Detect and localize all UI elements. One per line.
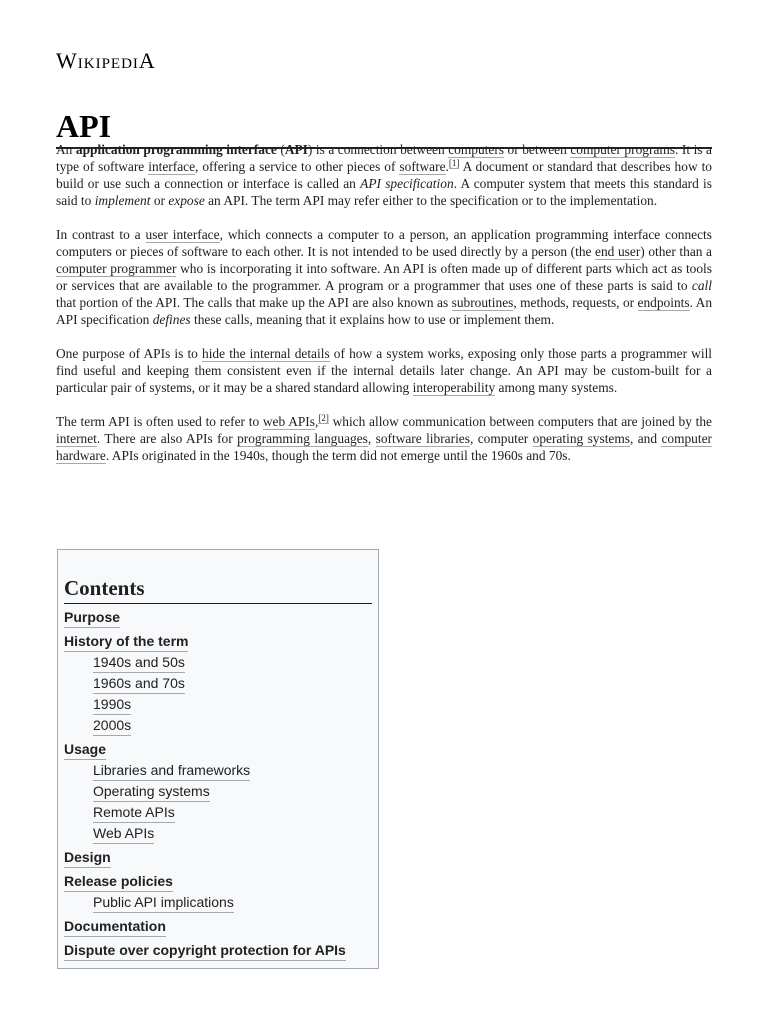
toc-link-1960s[interactable]: 1960s and 70s <box>93 674 185 694</box>
link-computer-hardware[interactable]: computer hardware <box>56 431 713 463</box>
link-user-interface[interactable]: user interface <box>145 227 220 242</box>
link-hide-internal-details[interactable]: hide the internal details <box>202 346 330 361</box>
link-end-user[interactable]: end user <box>595 244 641 259</box>
toc-sublist <box>64 892 372 913</box>
toc-title: Contents <box>64 574 372 604</box>
toc-link-operating-systems[interactable]: Operating systems <box>93 782 210 802</box>
link-interoperability[interactable]: interoperability <box>412 380 496 395</box>
toc-link-1990s[interactable]: 1990s <box>93 695 131 715</box>
paragraph-intro: An application programming interface (API) is a connection between computers or between computer programs. It is a type of software interface, offering a service to other pieces of software.[1] A document or standard that describes how to build or use such a connection or interface is called an API specification. A computer system that meets this standard is said to implement or expose an API. The term API may refer either to the specification or to the implementation. <box>56 142 712 208</box>
toc-link-release-policies[interactable]: Release policies <box>64 872 173 892</box>
toc-link-copyright-dispute[interactable]: Dispute over copyright protection for APIs <box>64 941 346 961</box>
page-title: API <box>56 107 712 149</box>
link-computers[interactable]: computers <box>448 142 504 157</box>
link-computer-programmer[interactable]: computer programmer <box>56 261 177 276</box>
toc-link-documentation[interactable]: Documentation <box>64 917 166 937</box>
link-programming-languages[interactable]: programming languages <box>237 431 368 446</box>
toc-link-design[interactable]: Design <box>64 848 111 868</box>
toc-item <box>64 872 372 913</box>
toc-link-2000s[interactable]: 2000s <box>93 716 131 736</box>
toc-list <box>64 608 372 961</box>
toc-item <box>64 632 372 736</box>
link-web-apis[interactable]: web APIs <box>262 414 315 429</box>
link-software[interactable]: software <box>399 159 446 174</box>
link-internet[interactable]: internet <box>56 431 97 446</box>
wordmark-middle: ikipedi <box>77 48 139 73</box>
toc-link-remote-apis[interactable]: Remote APIs <box>93 803 175 823</box>
toc-sublist <box>64 652 372 736</box>
link-software-libraries[interactable]: software libraries <box>375 431 470 446</box>
toc-link-purpose[interactable]: Purpose <box>64 608 120 628</box>
toc-item <box>64 917 372 937</box>
toc-item <box>64 848 372 868</box>
wikipedia-wordmark[interactable] <box>56 48 156 74</box>
citation-2[interactable]: [2] <box>318 412 329 423</box>
wordmark-a: A <box>138 48 156 73</box>
paragraph-purpose: One purpose of APIs is to hide the internal details of how a system works, exposing only those parts a programmer will find useful and keeping them consistent even if the internal details later change. An API may be custom-built for a particular pair of systems, or it may be a shared standard allowing interoperability among many systems. <box>56 346 713 395</box>
toc-link-public-api[interactable]: Public API implications <box>93 893 234 913</box>
wordmark-w: W <box>56 48 78 73</box>
toc-link-web-apis[interactable]: Web APIs <box>93 824 154 844</box>
toc-sublist <box>64 760 372 844</box>
link-computer-programs[interactable]: computer programs <box>570 142 676 157</box>
toc-link-usage[interactable]: Usage <box>64 740 106 760</box>
table-of-contents <box>57 549 379 969</box>
link-subroutines[interactable]: subroutines <box>451 295 514 310</box>
link-operating-systems[interactable]: operating systems <box>532 431 630 446</box>
link-interface[interactable]: interface <box>148 159 196 174</box>
toc-item <box>64 941 372 961</box>
toc-item <box>64 740 372 844</box>
citation-1[interactable]: [1] <box>448 157 460 168</box>
paragraph-contrast: In contrast to a user interface, which connects a computer to a person, an application programming interface connects computers or pieces of software to each other. It is not intended to be used directly by a person (the end user) other than a computer programmer who is incorporating it into software. An API is often made up of different parts which act as tools or services that are available to the programmer. A program or a programmer that uses one of these parts is said to call that portion of the API. The calls that make up the API are also known as subroutines, methods, requests, or endpoints. An API specification defines these calls, meaning that it explains how to use or implement them. <box>56 227 713 327</box>
toc-item <box>64 608 372 628</box>
toc-link-history[interactable]: History of the term <box>64 632 188 652</box>
paragraph-web-apis: The term API is often used to refer to web APIs,[2] which allow communication between computers that are joined by the internet. There are also APIs for programming languages, software libraries, computer operating systems, and computer hardware. APIs originated in the 1940s, though the term did not emerge until the 1960s and 70s. <box>56 412 713 463</box>
toc-link-1940s[interactable]: 1940s and 50s <box>93 653 185 673</box>
toc-link-libraries[interactable]: Libraries and frameworks <box>93 761 250 781</box>
link-endpoints[interactable]: endpoints <box>637 295 690 310</box>
article-body <box>56 141 712 481</box>
